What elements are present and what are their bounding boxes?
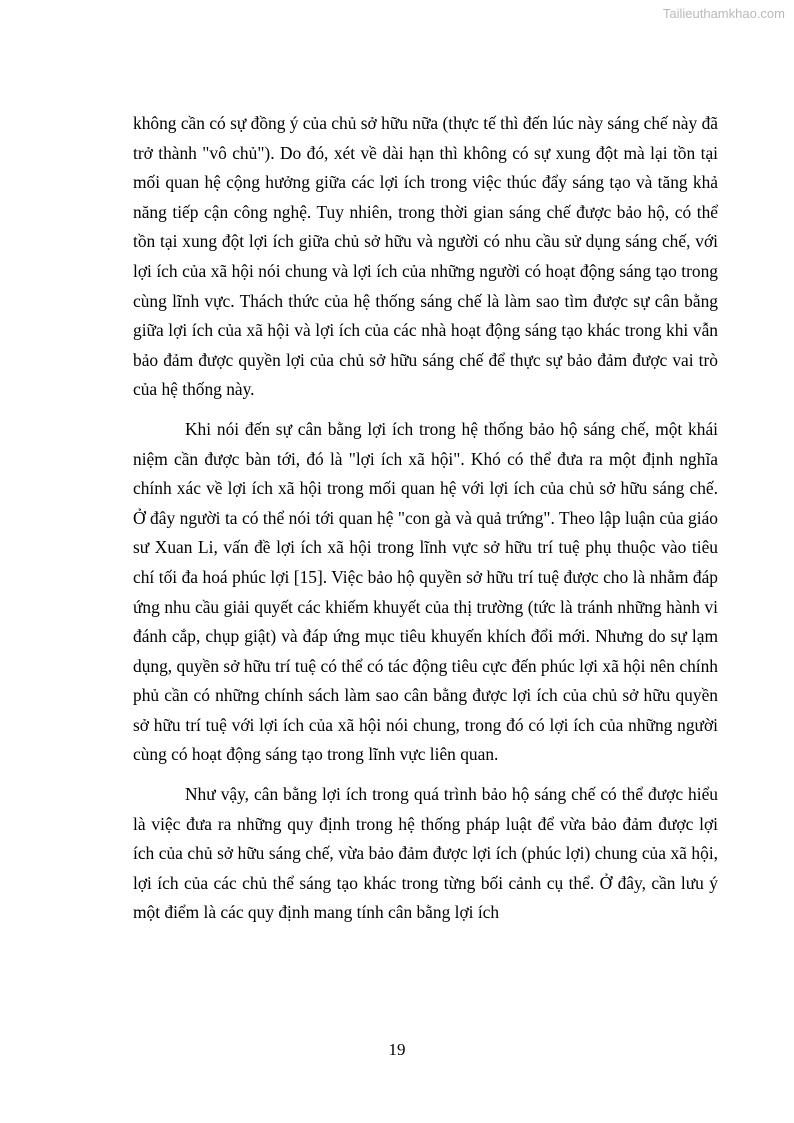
watermark-text: Tailieuthamkhao.com (662, 6, 785, 21)
document-body (133, 109, 718, 938)
paragraph-2: Khi nói đến sự cân bằng lợi ích trong hệ thống bảo hộ sáng chế, một khái niệm cần được bàn tới, đó là "lợi ích xã hội". Khó có thể đưa ra một định nghĩa chính xác về lợi ích xã hội trong mối quan hệ với lợi ích của chủ sở hữu sáng chế. Ở đây người ta có thể nói tới quan hệ "con gà và quả trứng". Theo lập luận của giáo sư Xuan Li, vấn đề lợi ích xã hội trong lĩnh vực sở hữu trí tuệ phụ thuộc vào tiêu chí tối đa hoá phúc lợi [15]. Việc bảo hộ quyền sở hữu trí tuệ được cho là nhằm đáp ứng nhu cầu giải quyết các khiếm khuyết của thị trường (tức là tránh những hành vi đánh cắp, chụp giật) và đáp ứng mục tiêu khuyến khích đổi mới. Nhưng do sự lạm dụng, quyền sở hữu trí tuệ có thể có tác động tiêu cực đến phúc lợi xã hội nên chính phủ cần có những chính sách làm sao cân bằng được lợi ích của chủ sở hữu quyền sở hữu trí tuệ với lợi ích của xã hội nói chung, trong đó có lợi ích của những người cùng có hoạt động sáng tạo trong lĩnh vực liên quan. (133, 418, 718, 765)
paragraph-1: không cần có sự đồng ý của chủ sở hữu nữa (thực tế thì đến lúc này sáng chế này đã trở thành "vô chủ"). Do đó, xét về dài hạn thì không có sự xung đột mà lại tồn tại mối quan hệ cộng hưởng giữa các lợi ích trong việc thúc đẩy sáng tạo và tăng khả năng tiếp cận công nghệ. Tuy nhiên, trong thời gian sáng chế được bảo hộ, có thể tồn tại xung đột lợi ích giữa chủ sở hữu và người có nhu cầu sử dụng sáng chế, với lợi ích của xã hội nói chung và lợi ích của những người có hoạt động sáng tạo trong cùng lĩnh vực. Thách thức của hệ thống sáng chế là làm sao tìm được sự cân bằng giữa lợi ích của xã hội và lợi ích của các nhà hoạt động sáng tạo khác trong khi vẫn bảo đảm được quyền lợi của chủ sở hữu sáng chế để thực sự bảo đảm được vai trò của hệ thống này. (133, 113, 718, 400)
page-number: 19 (388, 1040, 406, 1059)
paragraph-3: Như vậy, cân bằng lợi ích trong quá trình bảo hộ sáng chế có thể được hiểu là việc đưa ra những quy định trong hệ thống pháp luật để vừa bảo đảm được lợi ích của chủ sở hữu sáng chế, vừa bảo đảm được lợi ích (phúc lợi) chung của xã hội, lợi ích của các chủ thể sáng tạo khác trong từng bối cảnh cụ thể. Ở đây, cần lưu ý một điểm là các quy định mang tính cân bằng lợi ích (133, 784, 718, 923)
